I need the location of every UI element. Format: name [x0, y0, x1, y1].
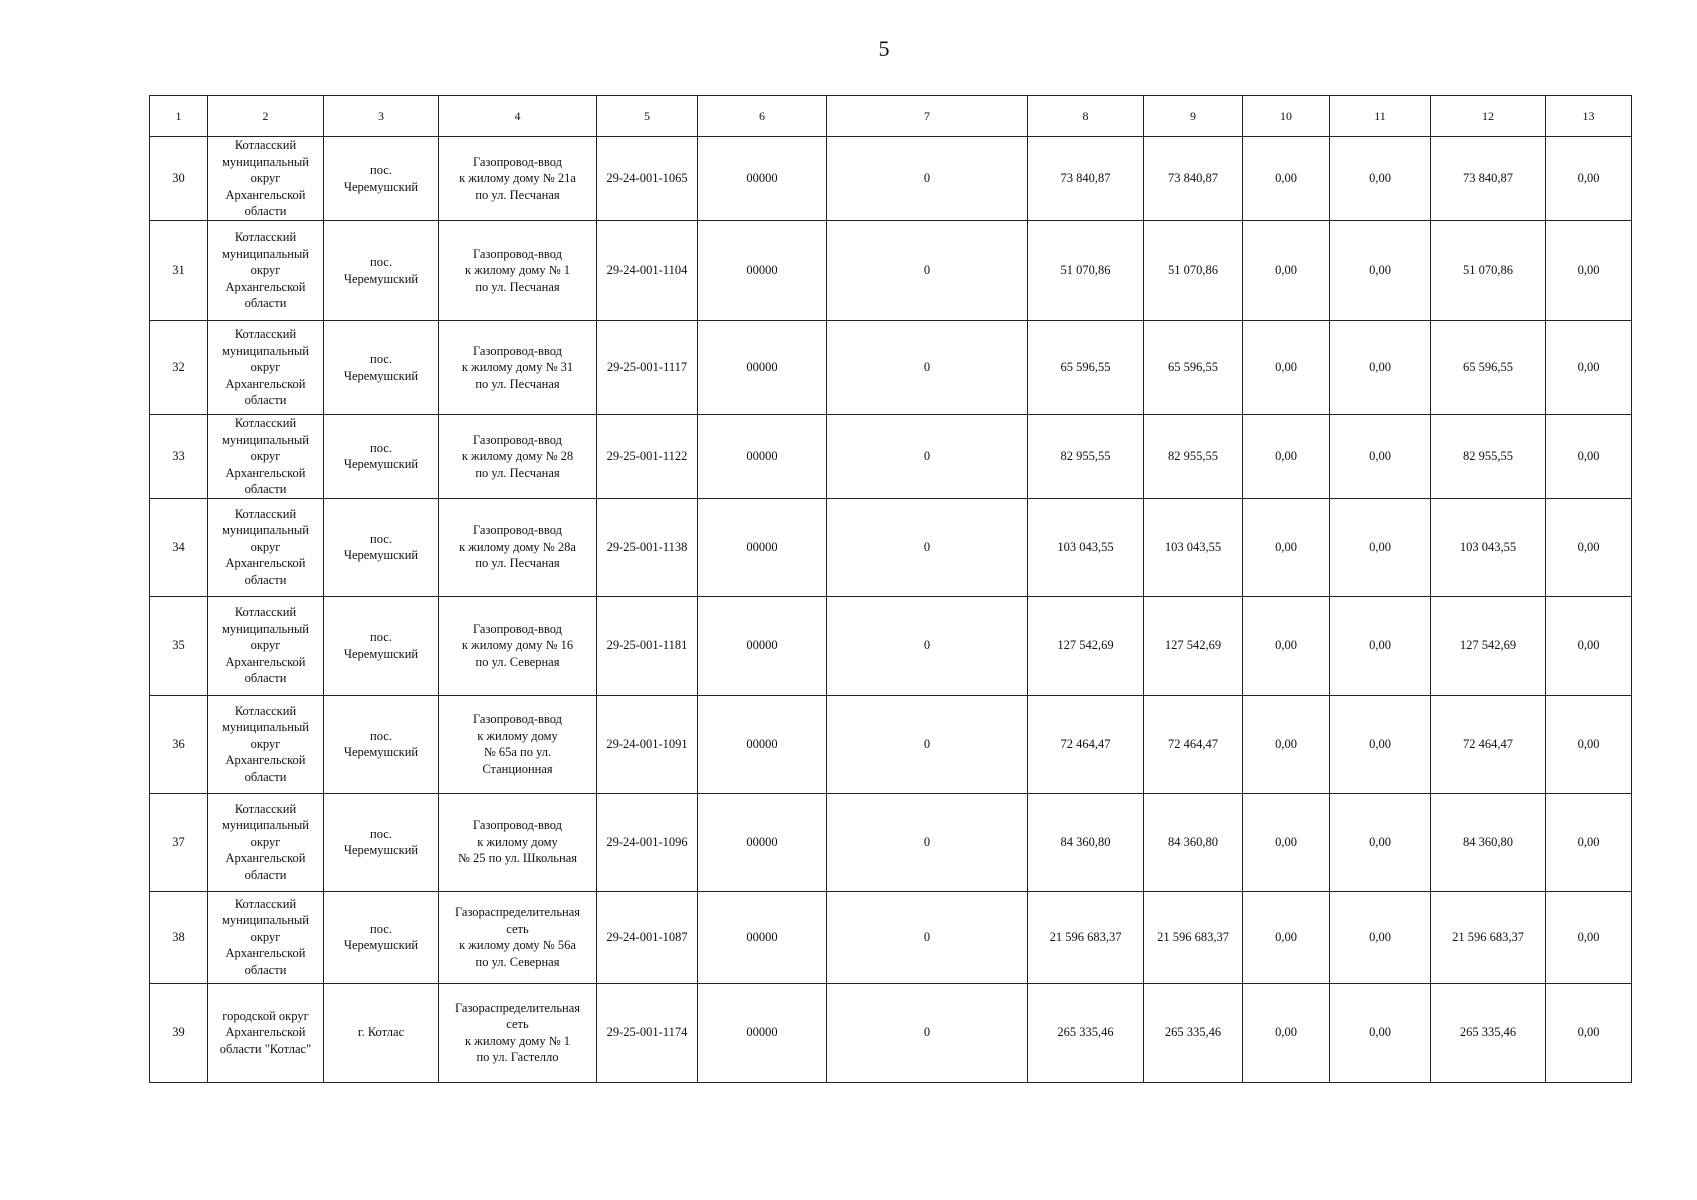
cell-line: муниципальный — [222, 432, 309, 447]
table-row — [150, 983, 1632, 1082]
cell-line: округ — [250, 929, 281, 944]
cell-line: Газопровод-ввод — [473, 432, 562, 447]
cell-value-13: 0,00 — [1546, 695, 1632, 793]
cell-line: округ — [250, 539, 281, 554]
cell-value-8: 82 955,55 — [1028, 415, 1144, 499]
cell-value-12: 73 840,87 — [1431, 137, 1546, 221]
cell-line: Архангельской — [225, 187, 306, 202]
cell-value-12: 127 542,69 — [1431, 596, 1546, 695]
cell-municipality — [208, 415, 324, 499]
cell-line: к жилому дому № 21а — [459, 171, 576, 186]
cell-line: округ — [250, 834, 281, 849]
cell-value-12: 103 043,55 — [1431, 498, 1546, 596]
cell-row-number: 30 — [150, 137, 208, 221]
cell-value-7: 0 — [827, 695, 1028, 793]
cell-value-11: 0,00 — [1330, 793, 1431, 891]
cell-line: Газопровод-ввод — [473, 818, 562, 833]
cell-municipality — [208, 793, 324, 891]
cell-line: Газопровод-ввод — [473, 523, 562, 538]
cell-value-8: 21 596 683,37 — [1028, 891, 1144, 983]
cell-line: муниципальный — [222, 913, 309, 928]
cell-value-12: 72 464,47 — [1431, 695, 1546, 793]
cell-line: Архангельской — [225, 1025, 306, 1040]
cell-object-name — [439, 498, 597, 596]
cell-line: Архангельской — [225, 279, 306, 294]
column-header-9: 9 — [1144, 96, 1243, 137]
cell-line: муниципальный — [222, 523, 309, 538]
cell-line: Котласский — [234, 230, 297, 245]
page-number: 5 — [878, 36, 890, 61]
cell-line: по ул. Песчаная — [475, 279, 560, 294]
cell-value-12: 51 070,86 — [1431, 221, 1546, 321]
cell-line: округ — [250, 263, 281, 278]
cell-value-13: 0,00 — [1546, 596, 1632, 695]
cell-line: № 65а по ул. — [483, 745, 552, 759]
cell-line: Газораспределительная — [454, 1000, 581, 1015]
cell-value-8: 103 043,55 — [1028, 498, 1144, 596]
cell-line: муниципальный — [222, 818, 309, 833]
cell-code: 00000 — [698, 321, 827, 415]
cell-value-12: 84 360,80 — [1431, 793, 1546, 891]
cell-line: области — [244, 204, 287, 219]
cell-value-10: 0,00 — [1243, 321, 1330, 415]
column-header-5: 5 — [597, 96, 698, 137]
cell-line: Черемушский — [343, 179, 419, 194]
cell-line: Архангельской — [225, 376, 306, 391]
cell-line: Черемушский — [343, 368, 419, 383]
table-row — [150, 695, 1632, 793]
cell-cadastral-number: 29-25-001-1122 — [597, 415, 698, 499]
cell-line: по ул. Песчаная — [475, 556, 560, 571]
cell-line: г. Котлас — [357, 1025, 405, 1040]
cell-value-11: 0,00 — [1330, 498, 1431, 596]
cell-value-10: 0,00 — [1243, 221, 1330, 321]
cell-settlement — [324, 983, 439, 1082]
cell-value-13: 0,00 — [1546, 983, 1632, 1082]
table-row — [150, 596, 1632, 695]
cell-code: 00000 — [698, 891, 827, 983]
cell-value-10: 0,00 — [1243, 596, 1330, 695]
cell-cadastral-number: 29-24-001-1096 — [597, 793, 698, 891]
table-row — [150, 321, 1632, 415]
cell-municipality — [208, 891, 324, 983]
cell-line: области — [244, 482, 287, 496]
cell-line: по ул. Гастелло — [476, 1050, 559, 1064]
cell-value-7: 0 — [827, 983, 1028, 1082]
cell-line: области "Котлас" — [219, 1041, 312, 1056]
cell-value-10: 0,00 — [1243, 498, 1330, 596]
cell-value-7: 0 — [827, 498, 1028, 596]
cell-cadastral-number: 29-24-001-1087 — [597, 891, 698, 983]
cell-line: пос. — [370, 163, 392, 177]
cell-value-10: 0,00 — [1243, 695, 1330, 793]
cell-line: Станционная — [482, 761, 553, 776]
cell-object-name — [439, 983, 597, 1082]
cell-object-name — [439, 596, 597, 695]
cell-line: Котласский — [234, 605, 297, 620]
cell-line: к жилому дому № 28а — [459, 539, 576, 554]
cell-value-7: 0 — [827, 596, 1028, 695]
cell-value-9: 72 464,47 — [1144, 695, 1243, 793]
cell-line: области — [244, 962, 287, 977]
cell-line: Газораспределительная — [454, 905, 581, 919]
cell-line: Газопровод-ввод — [473, 343, 562, 358]
cell-cadastral-number: 29-24-001-1091 — [597, 695, 698, 793]
cell-settlement — [324, 415, 439, 499]
cell-value-13: 0,00 — [1546, 891, 1632, 983]
cell-row-number: 34 — [150, 498, 208, 596]
cell-line: Котласский — [234, 138, 297, 153]
column-header-8: 8 — [1028, 96, 1144, 137]
cell-value-8: 65 596,55 — [1028, 321, 1144, 415]
column-header-12: 12 — [1431, 96, 1546, 137]
cell-line: пос. — [370, 921, 392, 936]
column-header-4: 4 — [439, 96, 597, 137]
column-header-7: 7 — [827, 96, 1028, 137]
cell-line: Котласский — [234, 896, 297, 911]
cell-cadastral-number: 29-25-001-1138 — [597, 498, 698, 596]
cell-line: к жилому дому — [477, 728, 558, 743]
cell-line: к жилому дому — [477, 834, 558, 849]
cell-value-10: 0,00 — [1243, 793, 1330, 891]
column-header-13: 13 — [1546, 96, 1632, 137]
cell-value-11: 0,00 — [1330, 137, 1431, 221]
cell-value-13: 0,00 — [1546, 321, 1632, 415]
cell-value-13: 0,00 — [1546, 415, 1632, 499]
cell-code: 00000 — [698, 137, 827, 221]
cell-code: 00000 — [698, 221, 827, 321]
data-table — [149, 95, 1632, 1083]
cell-value-12: 65 596,55 — [1431, 321, 1546, 415]
cell-value-9: 73 840,87 — [1144, 137, 1243, 221]
cell-line: пос. — [370, 255, 392, 269]
cell-value-13: 0,00 — [1546, 137, 1632, 221]
cell-row-number: 33 — [150, 415, 208, 499]
cell-object-name — [439, 793, 597, 891]
cell-line: муниципальный — [222, 343, 309, 358]
cell-object-name — [439, 415, 597, 499]
cell-row-number: 35 — [150, 596, 208, 695]
cell-value-12: 21 596 683,37 — [1431, 891, 1546, 983]
cell-line: к жилому дому № 31 — [461, 360, 574, 375]
cell-line: области — [244, 572, 287, 587]
cell-line: Черемушский — [343, 271, 419, 286]
cell-value-9: 65 596,55 — [1144, 321, 1243, 415]
cell-settlement — [324, 695, 439, 793]
cell-line: Черемушский — [343, 843, 419, 857]
cell-line: Архангельской — [225, 654, 306, 669]
cell-cadastral-number: 29-25-001-1181 — [597, 596, 698, 695]
table-body — [150, 96, 1632, 1083]
column-header-6: 6 — [698, 96, 827, 137]
cell-code: 00000 — [698, 415, 827, 499]
cell-code: 00000 — [698, 793, 827, 891]
cell-line: Черемушский — [343, 457, 419, 472]
cell-line: по ул. Песчаная — [475, 465, 560, 480]
cell-line: области — [244, 867, 287, 882]
cell-line: области — [244, 769, 287, 784]
cell-object-name — [439, 137, 597, 221]
table-row — [150, 415, 1632, 499]
cell-line: Архангельской — [225, 851, 306, 866]
cell-line: к жилому дому № 1 — [464, 1033, 571, 1048]
cell-value-8: 127 542,69 — [1028, 596, 1144, 695]
cell-row-number: 38 — [150, 891, 208, 983]
cell-line: пос. — [370, 630, 392, 644]
cell-line: Архангельской — [225, 753, 306, 768]
cell-line: муниципальный — [222, 246, 309, 261]
cell-line: пос. — [370, 531, 392, 546]
cell-line: по ул. Северная — [475, 954, 560, 969]
cell-line: Газопровод-ввод — [473, 712, 562, 726]
cell-value-9: 51 070,86 — [1144, 221, 1243, 321]
cell-line: Архангельской — [225, 556, 306, 571]
cell-row-number: 32 — [150, 321, 208, 415]
cell-line: по ул. Песчаная — [475, 187, 560, 202]
cell-line: по ул. Песчаная — [475, 376, 560, 391]
cell-value-11: 0,00 — [1330, 321, 1431, 415]
cell-settlement — [324, 498, 439, 596]
cell-value-11: 0,00 — [1330, 415, 1431, 499]
cell-line: округ — [250, 736, 281, 751]
cell-line: муниципальный — [222, 621, 309, 636]
cell-row-number: 36 — [150, 695, 208, 793]
cell-line: к жилому дому № 28 — [461, 449, 574, 463]
cell-value-7: 0 — [827, 137, 1028, 221]
cell-value-9: 82 955,55 — [1144, 415, 1243, 499]
cell-municipality — [208, 137, 324, 221]
cell-line: пос. — [370, 352, 392, 366]
cell-object-name — [439, 221, 597, 321]
cell-value-10: 0,00 — [1243, 891, 1330, 983]
cell-value-13: 0,00 — [1546, 221, 1632, 321]
column-header-3: 3 — [324, 96, 439, 137]
cell-value-11: 0,00 — [1330, 983, 1431, 1082]
cell-line: пос. — [370, 440, 392, 455]
cell-value-9: 84 360,80 — [1144, 793, 1243, 891]
column-header-2: 2 — [208, 96, 324, 137]
cell-row-number: 37 — [150, 793, 208, 891]
cell-value-10: 0,00 — [1243, 415, 1330, 499]
cell-line: Котласский — [234, 506, 297, 521]
cell-value-11: 0,00 — [1330, 221, 1431, 321]
cell-municipality — [208, 983, 324, 1082]
cell-cadastral-number: 29-24-001-1104 — [597, 221, 698, 321]
table-header-row — [150, 96, 1632, 137]
cell-line: Котласский — [234, 703, 297, 718]
cell-settlement — [324, 321, 439, 415]
cell-line: к жилому дому № 56а — [459, 938, 576, 952]
cell-municipality — [208, 498, 324, 596]
cell-value-7: 0 — [827, 793, 1028, 891]
cell-code: 00000 — [698, 596, 827, 695]
cell-line: сеть — [506, 921, 529, 936]
cell-line: округ — [250, 360, 281, 375]
cell-line: муниципальный — [222, 154, 309, 169]
cell-code: 00000 — [698, 498, 827, 596]
table-row — [150, 891, 1632, 983]
cell-value-12: 265 335,46 — [1431, 983, 1546, 1082]
column-header-11: 11 — [1330, 96, 1431, 137]
cell-line: Котласский — [234, 416, 297, 430]
cell-line: Черемушский — [343, 548, 419, 562]
column-header-1: 1 — [150, 96, 208, 137]
table-row — [150, 498, 1632, 596]
cell-value-11: 0,00 — [1330, 891, 1431, 983]
cell-value-7: 0 — [827, 415, 1028, 499]
cell-value-9: 127 542,69 — [1144, 596, 1243, 695]
cell-line: Черемушский — [343, 745, 419, 759]
cell-line: муниципальный — [222, 720, 309, 735]
cell-code: 00000 — [698, 983, 827, 1082]
cell-line: по ул. Северная — [475, 654, 560, 669]
cell-cadastral-number: 29-25-001-1174 — [597, 983, 698, 1082]
cell-value-13: 0,00 — [1546, 498, 1632, 596]
cell-line: Архангельской — [225, 465, 306, 480]
table-row — [150, 793, 1632, 891]
cell-municipality — [208, 596, 324, 695]
cell-line: области — [244, 296, 287, 311]
cell-municipality — [208, 221, 324, 321]
cell-settlement — [324, 891, 439, 983]
cell-row-number: 39 — [150, 983, 208, 1082]
cell-municipality — [208, 695, 324, 793]
cell-line: Котласский — [234, 801, 297, 816]
column-header-10: 10 — [1243, 96, 1330, 137]
cell-value-13: 0,00 — [1546, 793, 1632, 891]
cell-value-8: 84 360,80 — [1028, 793, 1144, 891]
cell-cadastral-number: 29-25-001-1117 — [597, 321, 698, 415]
cell-settlement — [324, 137, 439, 221]
cell-value-8: 72 464,47 — [1028, 695, 1144, 793]
table-row — [150, 221, 1632, 321]
cell-line: Газопровод-ввод — [473, 154, 562, 169]
cell-line: сеть — [506, 1017, 529, 1031]
cell-line: Газопровод-ввод — [473, 621, 562, 636]
cell-value-10: 0,00 — [1243, 137, 1330, 221]
cell-line: Газопровод-ввод — [473, 246, 562, 261]
cell-object-name — [439, 695, 597, 793]
cell-line: городской округ — [222, 1008, 309, 1023]
cell-line: области — [244, 393, 287, 408]
cell-value-12: 82 955,55 — [1431, 415, 1546, 499]
cell-value-8: 73 840,87 — [1028, 137, 1144, 221]
cell-municipality — [208, 321, 324, 415]
cell-value-7: 0 — [827, 321, 1028, 415]
cell-code: 00000 — [698, 695, 827, 793]
cell-value-9: 21 596 683,37 — [1144, 891, 1243, 983]
cell-row-number: 31 — [150, 221, 208, 321]
cell-line: к жилому дому № 1 — [464, 263, 571, 278]
cell-value-7: 0 — [827, 891, 1028, 983]
cell-line: Котласский — [234, 327, 297, 342]
cell-value-11: 0,00 — [1330, 596, 1431, 695]
cell-value-7: 0 — [827, 221, 1028, 321]
table-row — [150, 137, 1632, 221]
cell-line: области — [244, 671, 287, 686]
cell-value-8: 265 335,46 — [1028, 983, 1144, 1082]
cell-object-name — [439, 891, 597, 983]
cell-settlement — [324, 596, 439, 695]
cell-settlement — [324, 221, 439, 321]
cell-line: округ — [250, 449, 281, 463]
cell-line: Архангельской — [225, 946, 306, 961]
cell-value-9: 265 335,46 — [1144, 983, 1243, 1082]
cell-line: Черемушский — [343, 646, 419, 661]
cell-value-11: 0,00 — [1330, 695, 1431, 793]
cell-line: пос. — [370, 826, 392, 841]
cell-line: к жилому дому № 16 — [461, 638, 574, 653]
cell-line: пос. — [370, 728, 392, 743]
cell-value-9: 103 043,55 — [1144, 498, 1243, 596]
cell-line: округ — [250, 171, 281, 186]
cell-line: округ — [250, 638, 281, 653]
cell-value-8: 51 070,86 — [1028, 221, 1144, 321]
cell-line: № 25 по ул. Школьная — [458, 851, 577, 866]
cell-value-10: 0,00 — [1243, 983, 1330, 1082]
cell-settlement — [324, 793, 439, 891]
cell-line: Черемушский — [343, 938, 419, 952]
cell-object-name — [439, 321, 597, 415]
cell-cadastral-number: 29-24-001-1065 — [597, 137, 698, 221]
